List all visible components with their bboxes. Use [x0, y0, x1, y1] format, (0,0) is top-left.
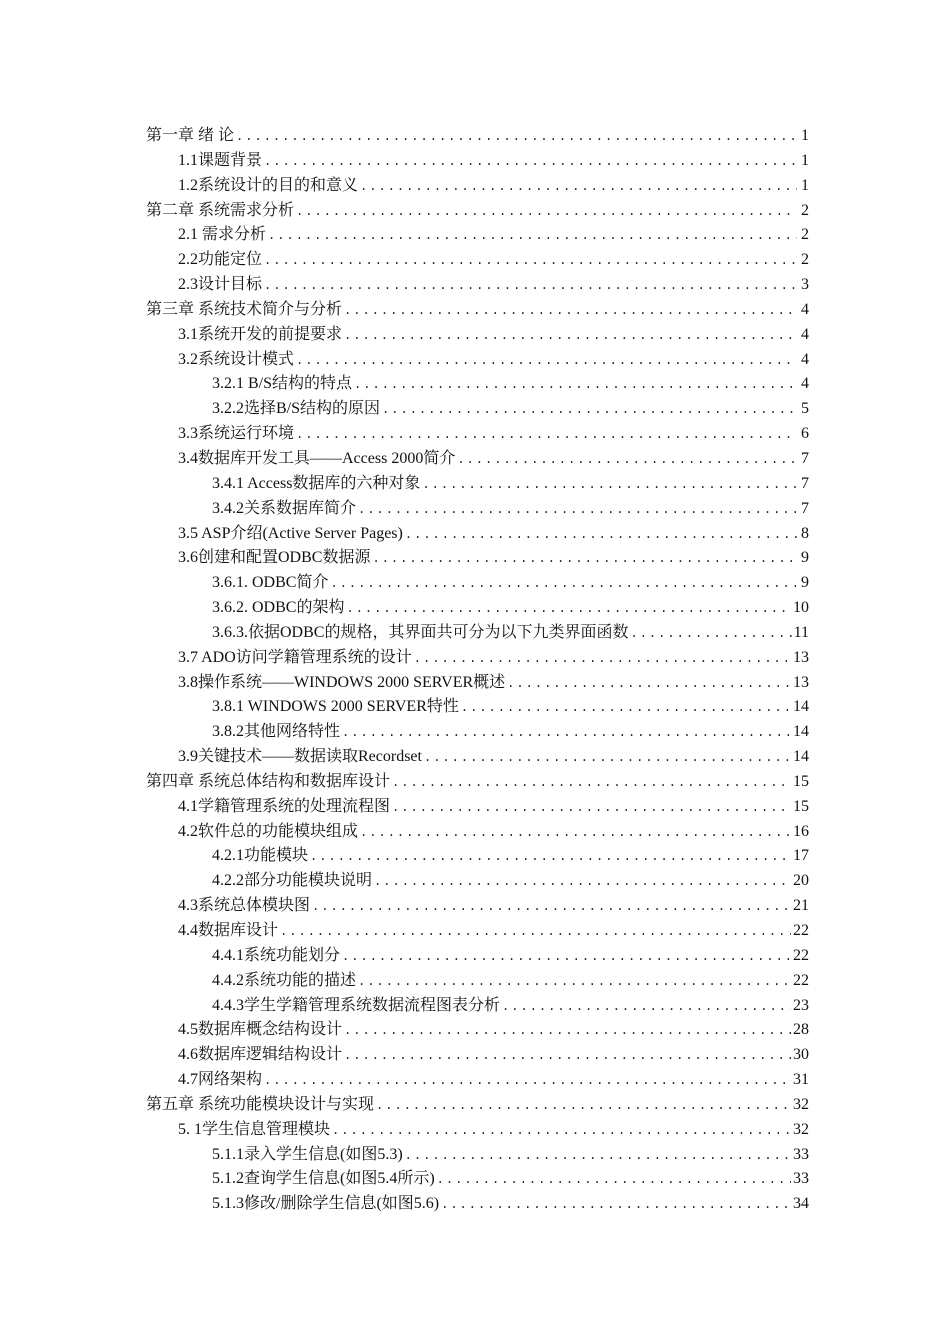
dot-leader — [332, 1118, 791, 1143]
toc-entry-level-2[interactable] — [146, 1118, 809, 1143]
toc-entry-level-3[interactable] — [146, 869, 809, 894]
toc-entry-title: 第三章 系统技术简介与分析 — [146, 300, 343, 318]
toc-entry-level-3[interactable] — [146, 1192, 809, 1217]
dot-leader — [360, 174, 797, 199]
toc-entry-title: 3.6.3.依据ODBC的规格，其界面共可分为以下九类界面函数 — [212, 623, 629, 641]
toc-entry-level-3[interactable] — [146, 969, 809, 994]
toc-entry-level-2[interactable] — [146, 348, 809, 373]
toc-entry-title: 4.2.2部分功能模块说明 — [212, 872, 373, 890]
dot-leader — [392, 770, 791, 795]
toc-entry-title: 2.3设计目标 — [178, 276, 263, 294]
toc-entry-level-2[interactable] — [146, 223, 809, 248]
toc-entry-page-number: 14 — [793, 698, 809, 716]
toc-entry-page-number: 33 — [793, 1145, 809, 1163]
toc-entry-level-2[interactable] — [146, 546, 809, 571]
toc-entry-page-number: 13 — [793, 673, 809, 691]
toc-entry-level-3[interactable] — [146, 844, 809, 869]
toc-entry-level-2[interactable] — [146, 646, 809, 671]
toc-entry-level-2[interactable] — [146, 323, 809, 348]
toc-entry-level-3[interactable] — [146, 944, 809, 969]
toc-entry-page-number: 23 — [793, 996, 809, 1014]
toc-entry-title: 3.8操作系统——WINDOWS 2000 SERVER概述 — [178, 673, 506, 691]
toc-entry-level-3[interactable] — [146, 1143, 809, 1168]
toc-entry-page-number: 2 — [801, 251, 809, 269]
toc-entry-level-3[interactable] — [146, 472, 809, 497]
toc-entry-title: 3.5 ASP介绍(Active Server Pages) — [178, 524, 403, 542]
toc-entry-title: 1.2系统设计的目的和意义 — [178, 176, 359, 194]
toc-entry-title: 4.2软件总的功能模块组成 — [178, 822, 359, 840]
toc-entry-title: 3.2系统设计模式 — [178, 350, 295, 368]
toc-entry-page-number: 16 — [793, 822, 809, 840]
dot-leader — [437, 1167, 791, 1192]
dot-leader — [296, 348, 797, 373]
toc-entry-level-2[interactable] — [146, 522, 809, 547]
toc-entry-page-number: 4 — [801, 375, 809, 393]
toc-entry-title: 4.1学籍管理系统的处理流程图 — [178, 797, 391, 815]
toc-entry-level-2[interactable] — [146, 447, 809, 472]
toc-entry-level-1[interactable] — [146, 199, 809, 224]
toc-entry-title: 4.7网络架构 — [178, 1071, 263, 1089]
toc-entry-title: 4.5数据库概念结构设计 — [178, 1021, 343, 1039]
toc-entry-page-number: 30 — [793, 1046, 809, 1064]
toc-entry-level-2[interactable] — [146, 422, 809, 447]
toc-entry-page-number: 22 — [793, 971, 809, 989]
toc-entry-level-3[interactable] — [146, 397, 809, 422]
dot-leader — [360, 820, 791, 845]
toc-entry-page-number: 21 — [793, 897, 809, 915]
dot-leader — [358, 497, 797, 522]
dot-leader — [344, 1043, 791, 1068]
toc-entry-title: 4.6数据库逻辑结构设计 — [178, 1046, 343, 1064]
dot-leader — [422, 472, 797, 497]
toc-entry-page-number: 7 — [801, 499, 809, 517]
dot-leader — [264, 149, 797, 174]
toc-entry-level-2[interactable] — [146, 894, 809, 919]
dot-leader — [507, 671, 791, 696]
dot-leader — [296, 422, 797, 447]
toc-entry-page-number: 8 — [801, 524, 809, 542]
toc-entry-title: 3.4.2关系数据库简介 — [212, 499, 357, 517]
toc-entry-level-3[interactable] — [146, 497, 809, 522]
toc-entry-level-3[interactable] — [146, 695, 809, 720]
dot-leader — [312, 894, 791, 919]
dot-leader — [268, 223, 797, 248]
toc-entry-page-number: 22 — [793, 922, 809, 939]
dot-leader — [630, 621, 791, 646]
toc-entry-level-2[interactable] — [146, 273, 809, 298]
toc-entry-level-3[interactable] — [146, 571, 809, 596]
toc-entry-title: 5. 1学生信息管理模块 — [178, 1120, 331, 1138]
dot-leader — [424, 745, 791, 770]
dot-leader — [502, 994, 791, 1019]
toc-entry-title: 3.6.1. ODBC简介 — [212, 574, 329, 592]
toc-entry-title: 4.2.1功能模块 — [212, 847, 309, 865]
toc-entry-level-2[interactable] — [146, 1018, 809, 1043]
dot-leader — [392, 795, 791, 820]
dot-leader — [264, 248, 797, 273]
toc-entry-title: 3.2.2选择B/S结构的原因 — [212, 400, 381, 418]
toc-entry-title: 5.1.2查询学生信息(如图5.4所示) — [212, 1170, 435, 1188]
dot-leader — [264, 273, 797, 298]
toc-entry-level-2[interactable] — [146, 174, 809, 199]
toc-entry-level-3[interactable] — [146, 621, 809, 646]
dot-leader — [342, 720, 791, 745]
dot-leader — [374, 869, 791, 894]
toc-entry-level-2[interactable] — [146, 795, 809, 820]
toc-entry-title: 第一章 绪 论 — [146, 127, 235, 144]
dot-leader — [330, 571, 797, 596]
toc-entry-title: 5.1.1录入学生信息(如图5.3) — [212, 1145, 403, 1163]
dot-leader — [414, 646, 791, 671]
toc-entry-title: 3.4.1 Access数据库的六种对象 — [212, 474, 421, 492]
toc-entry-level-2[interactable] — [146, 745, 809, 770]
dot-leader — [280, 919, 791, 944]
toc-entry-page-number: 7 — [801, 474, 809, 492]
toc-entry-title: 3.6.2. ODBC的架构 — [212, 599, 345, 617]
table-of-contents — [146, 124, 809, 1217]
dot-leader — [236, 124, 797, 149]
toc-entry-level-2[interactable] — [146, 149, 809, 174]
dot-leader — [457, 447, 797, 472]
dot-leader — [354, 372, 797, 397]
toc-entry-page-number: 32 — [793, 1120, 809, 1138]
dot-leader — [346, 596, 791, 621]
toc-entry-page-number: 14 — [793, 723, 809, 741]
toc-entry-page-number: 15 — [793, 772, 809, 790]
toc-entry-page-number: 7 — [801, 449, 809, 467]
toc-entry-title: 5.1.3修改/删除学生信息(如图5.6) — [212, 1195, 440, 1213]
toc-entry-page-number: 2 — [801, 201, 809, 219]
toc-entry-page-number: 13 — [793, 648, 809, 666]
toc-entry-title: 3.1系统开发的前提要求 — [178, 325, 343, 343]
toc-entry-level-2[interactable] — [146, 1068, 809, 1093]
toc-entry-page-number: 32 — [793, 1095, 809, 1113]
toc-entry-title: 4.4数据库设计 — [178, 922, 279, 939]
dot-leader — [441, 1192, 791, 1217]
dot-leader — [296, 199, 797, 224]
toc-entry-level-3[interactable] — [146, 720, 809, 745]
toc-entry-title: 3.4数据库开发工具——Access 2000简介 — [178, 449, 456, 467]
toc-entry-page-number: 4 — [801, 300, 809, 318]
dot-leader — [376, 1093, 791, 1118]
toc-entry-title: 3.9关键技术——数据读取Recordset — [178, 748, 422, 766]
dot-leader — [382, 397, 797, 422]
toc-entry-title: 第五章 系统功能模块设计与实现 — [146, 1095, 375, 1113]
toc-entry-title: 4.3系统总体模块图 — [178, 897, 311, 915]
dot-leader — [372, 546, 797, 571]
dot-leader — [405, 1143, 791, 1168]
toc-entry-level-2[interactable] — [146, 248, 809, 273]
toc-entry-title: 4.4.1系统功能划分 — [212, 946, 341, 964]
toc-entry-title: 3.3系统运行环境 — [178, 425, 295, 443]
dot-leader — [264, 1068, 791, 1093]
toc-entry-title: 3.6创建和配置ODBC数据源 — [178, 549, 371, 567]
toc-entry-level-1[interactable] — [146, 298, 809, 323]
toc-entry-page-number: 6 — [801, 425, 809, 443]
toc-entry-level-1[interactable] — [146, 770, 809, 795]
toc-entry-page-number: 2 — [801, 226, 809, 244]
toc-entry-level-3[interactable] — [146, 994, 809, 1019]
dot-leader — [461, 695, 791, 720]
toc-entry-page-number: 5 — [801, 400, 809, 418]
toc-entry-page-number: 31 — [793, 1071, 809, 1089]
toc-entry-page-number: 1 — [801, 151, 809, 169]
toc-entry-page-number: 9 — [801, 574, 809, 592]
toc-entry-page-number: 4 — [801, 350, 809, 368]
toc-entry-page-number: 4 — [801, 325, 809, 343]
dot-leader — [405, 522, 797, 547]
toc-entry-title: 1.1课题背景 — [178, 151, 263, 169]
toc-entry-page-number: 1 — [801, 176, 809, 194]
toc-entry-level-2[interactable] — [146, 1043, 809, 1068]
dot-leader — [358, 969, 791, 994]
toc-entry-page-number: 17 — [793, 847, 809, 865]
toc-entry-page-number: 33 — [793, 1170, 809, 1188]
toc-entry-page-number: 20 — [793, 872, 809, 890]
toc-entry-title: 3.8.2其他网络特性 — [212, 723, 341, 741]
toc-entry-level-2[interactable] — [146, 671, 809, 696]
toc-entry-page-number: 9 — [801, 549, 809, 567]
toc-entry-page-number: 22 — [793, 946, 809, 964]
dot-leader — [344, 1018, 791, 1043]
toc-entry-title: 2.2功能定位 — [178, 251, 263, 269]
dot-leader — [310, 844, 791, 869]
toc-entry-level-2[interactable] — [146, 919, 809, 944]
toc-entry-page-number: 10 — [793, 599, 809, 617]
toc-entry-level-1[interactable] — [146, 1093, 809, 1118]
toc-entry-title: 第二章 系统需求分析 — [146, 201, 295, 219]
toc-entry-page-number: 1 — [801, 127, 809, 144]
toc-entry-level-1[interactable] — [146, 124, 809, 149]
toc-entry-level-3[interactable] — [146, 372, 809, 397]
toc-entry-page-number: 28 — [793, 1021, 809, 1039]
toc-entry-title: 3.2.1 B/S结构的特点 — [212, 375, 353, 393]
toc-entry-title: 4.4.2系统功能的描述 — [212, 971, 357, 989]
dot-leader — [344, 298, 797, 323]
toc-entry-title: 4.4.3学生学籍管理系统数据流程图表分析 — [212, 996, 501, 1014]
dot-leader — [344, 323, 797, 348]
toc-entry-page-number: 14 — [793, 748, 809, 766]
toc-entry-page-number: 34 — [793, 1195, 809, 1213]
toc-entry-title: 3.8.1 WINDOWS 2000 SERVER特性 — [212, 698, 459, 716]
toc-entry-title: 3.7 ADO访问学籍管理系统的设计 — [178, 648, 412, 666]
toc-entry-page-number: 3 — [801, 276, 809, 294]
dot-leader — [342, 944, 791, 969]
toc-entry-title: 2.1 需求分析 — [178, 226, 267, 244]
toc-entry-page-number: 15 — [793, 797, 809, 815]
toc-entry-title: 第四章 系统总体结构和数据库设计 — [146, 772, 391, 790]
toc-entry-level-2[interactable] — [146, 820, 809, 845]
toc-entry-page-number: 11 — [793, 623, 809, 641]
toc-entry-level-3[interactable] — [146, 1167, 809, 1192]
toc-entry-level-3[interactable] — [146, 596, 809, 621]
